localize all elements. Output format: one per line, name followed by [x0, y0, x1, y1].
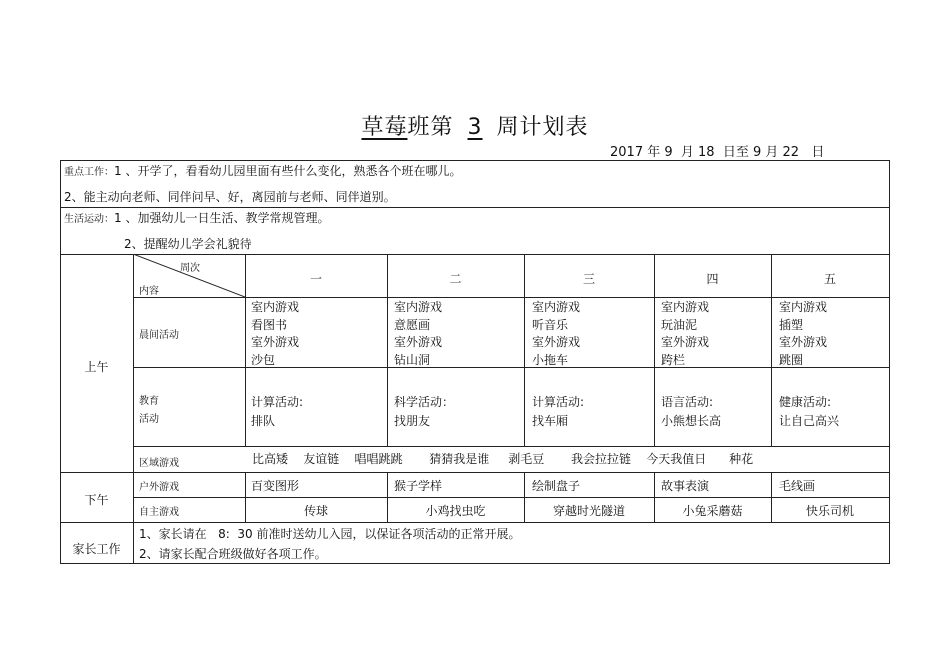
row-divider: [60, 522, 890, 523]
morning-activity-cell: 室内游戏 意愿画 室外游戏 钻山洞: [394, 300, 443, 367]
area-games-label: 区域游戏: [139, 458, 179, 469]
table-top-border: [60, 160, 890, 161]
free-game: 传球: [303, 504, 328, 518]
row-divider: [60, 472, 890, 473]
day-header: 三: [582, 272, 595, 286]
education-label-1: 教育: [139, 396, 159, 407]
row-divider: [133, 446, 890, 447]
education-cell: 语言活动: 小熊想长高: [661, 395, 722, 428]
class-name: 草莓: [361, 115, 408, 140]
education-label-2: 活动: [139, 414, 159, 425]
free-game: 快乐司机: [805, 504, 854, 518]
free-games-label: 自主游戏: [139, 507, 179, 518]
outdoor-game: 猴子学样: [394, 479, 443, 493]
row-divider: [133, 367, 890, 368]
morning-activity-cell: 室内游戏 听音乐 室外游戏 小拖车: [532, 300, 581, 367]
day-header: 二: [449, 272, 462, 286]
row-divider: [133, 497, 890, 498]
col-divider: [133, 254, 134, 563]
outdoor-game: 故事表演: [661, 479, 710, 493]
free-game: 小鸡找虫吃: [425, 504, 486, 518]
key-work-label: 重点工作：: [64, 167, 114, 178]
morning-activity-label: 晨间活动: [139, 330, 179, 341]
title-end: 周计划表: [496, 115, 589, 140]
parent-work-item: 1、家长请在 8: 30 前准时送幼儿入园，以保证各项活动的正常开展。: [139, 527, 521, 541]
key-work-line-1: [64, 162, 461, 179]
free-game: 小兔采蘑菇: [682, 504, 743, 518]
outdoor-game: 毛线画: [779, 479, 816, 493]
outdoor-game: 绘制盘子: [532, 479, 581, 493]
education-cell: 计算活动: 找车厢: [532, 395, 585, 428]
page-title: [0, 110, 950, 141]
table-bottom-border: [60, 563, 890, 564]
education-cell: 健康活动: 让自己高兴: [779, 395, 840, 428]
corner-content-label: 内容: [139, 286, 159, 297]
title-mid: 班第: [407, 115, 454, 140]
morning-activity-cell: 室内游戏 插塑 室外游戏 跳圈: [779, 300, 828, 367]
row-divider: [60, 207, 890, 208]
day-header: 一: [309, 272, 322, 286]
education-cell: 计算活动: 排队: [251, 395, 304, 428]
corner-week-label: 周次: [180, 263, 200, 274]
afternoon-label: 下午: [84, 493, 109, 507]
outdoor-games-label: 户外游戏: [139, 482, 179, 493]
key-work-item-2: 2、能主动向老师、同伴问早、好，离园前与老师、同伴道别。: [64, 190, 396, 204]
parent-work-label: 家长工作: [72, 542, 121, 556]
morning-label: 上午: [84, 360, 109, 374]
morning-activity-cell: 室内游戏 看图书 室外游戏 沙包: [251, 300, 300, 367]
life-activity-item-2: 2、提醒幼儿学会礼貌待: [124, 237, 252, 251]
row-divider: [133, 297, 890, 298]
day-header: 四: [706, 272, 719, 286]
life-activity-item-1: 1 、加强幼儿一日生活、教学常规管理。: [114, 211, 330, 225]
table-right-border: [889, 160, 890, 563]
day-header: 五: [823, 272, 836, 286]
parent-work-item: 2、请家长配合班级做好各项工作。: [139, 547, 327, 561]
area-games-text: 比高矮 友谊链 唱唱跳跳 猜猜我是谁 剥毛豆 我会拉拉链 今天我值日 种花: [252, 452, 754, 466]
free-game: 穿越时光隧道: [552, 504, 625, 518]
education-cell: 科学活动： 找朋友: [394, 395, 455, 428]
key-work-item-1: 1 、开学了，看看幼儿园里面有些什么变化，熟悉各个班在哪儿。: [114, 164, 462, 178]
date-range: 2017 年 9 月 18 日至 9 月 22 日: [610, 145, 825, 160]
morning-activity-cell: 室内游戏 玩油泥 室外游戏 跨栏: [661, 300, 710, 367]
outdoor-game: 百变图形: [251, 479, 300, 493]
life-activity-label: 生活运动：: [64, 214, 114, 225]
week-number: 3: [467, 115, 483, 140]
life-activity-line-1: [64, 209, 329, 226]
